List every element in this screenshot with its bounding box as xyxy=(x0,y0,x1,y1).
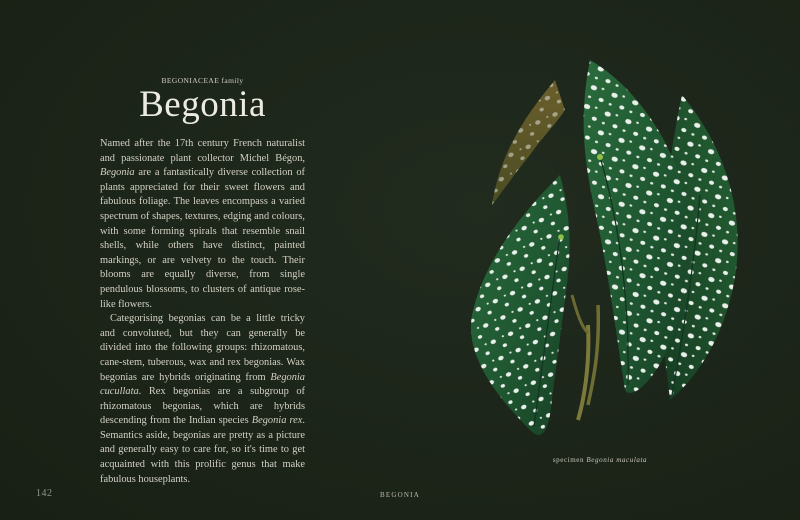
caption-species: Begonia maculata xyxy=(586,456,648,464)
paragraph-2-text-c: . Semantics aside, begonias are pretty as a picture and generally easy to care for, so it's time to get acquainted with this prolific genus that make fabulous houseplants. xyxy=(100,415,305,485)
paragraph-2-italic-a: Begonia cucullata xyxy=(100,371,305,398)
paragraph-2-text-a: Categorising begonias can be a little tricky and convoluted, but they can generally be divided into the following groups: rhizomatous, cane-stem, tuberous, wax and rex begonias. Wax begonias are hybrids originating from xyxy=(100,313,305,383)
figure-caption xyxy=(520,456,680,464)
page-number: 142 xyxy=(36,488,53,499)
paragraph-2-italic-b: Begonia rex xyxy=(251,415,303,427)
plant-family-label: BEGONIACEAE family xyxy=(161,76,244,85)
paragraph-1 xyxy=(100,137,305,312)
left-leaf xyxy=(471,175,570,435)
paragraph-2 xyxy=(100,312,305,487)
caption-prefix: specimen xyxy=(552,456,587,464)
running-head: BEGONIA xyxy=(380,491,420,499)
begonia-maculata-illustration xyxy=(460,55,760,450)
body-text xyxy=(100,137,305,487)
page-title: Begonia xyxy=(139,84,266,125)
paragraph-2-text-b: . Rex begonias are a subgroup of rhizomatous begonias, which are hybrids descending from the Indian species xyxy=(100,386,305,427)
paragraph-1-text-a: Named after the 17th century French naturalist and passionate plant collector Michel Bégon, xyxy=(100,138,305,164)
paragraph-1-italic: Begonia xyxy=(100,167,135,179)
stems xyxy=(572,295,598,420)
paragraph-1-text-b: are a fantastically diverse collection of plants appreciated for their sweet flowers and fabulous foliage. The leaves encompass a varied spectrum of shapes, textures, edging and colours, with some forming spirals that resemble snail shells, while others have distinct, painted markings, or are velvety to the touch. Their blooms are equally diverse, from single pendulous blossoms, to clusters of antique rose-like flowers. xyxy=(100,167,305,310)
